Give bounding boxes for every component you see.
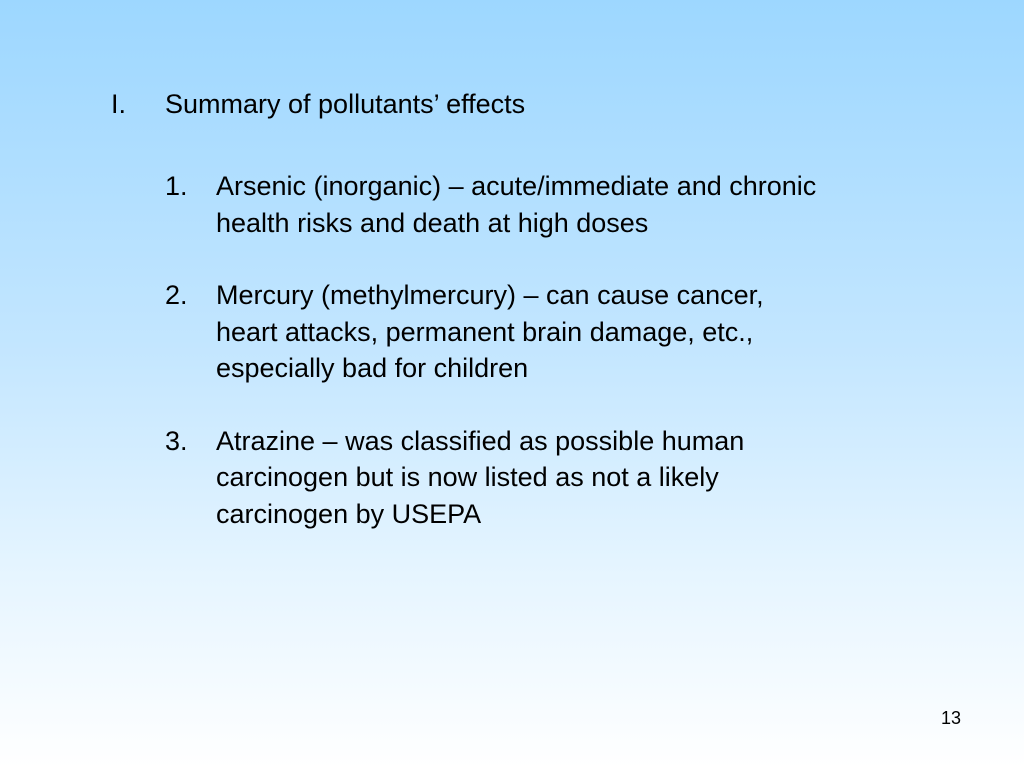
list-item-line: carcinogen but is now listed as not a likely (216, 462, 719, 492)
list-item-line: Atrazine – was classified as possible human (216, 425, 745, 456)
page-number: 13 (940, 708, 961, 728)
heading-text: Summary of pollutants’ effects (165, 89, 526, 119)
list-item-line: heart attacks, permanent brain damage, etc., (216, 316, 754, 347)
list-item-line: Mercury (methylmercury) – can cause cancer, (216, 280, 764, 310)
list-item-text (216, 423, 921, 533)
list-item-number: 3. (165, 425, 188, 456)
list-item-line: health risks and death at high doses (216, 207, 649, 238)
list-item-number: 1. (165, 171, 188, 201)
list-item-number: 2. (165, 280, 188, 310)
list-item-atrazine (165, 423, 965, 533)
list-item-text (216, 277, 921, 387)
list-item-line: Arsenic (inorganic) – acute/immediate and chronic (216, 171, 817, 201)
numbered-list (165, 168, 965, 568)
list-item-line: especially bad for children (216, 353, 529, 383)
list-item-mercury (165, 277, 965, 387)
list-item-arsenic (165, 168, 965, 241)
list-item-text (216, 168, 921, 241)
heading-number: I. (111, 89, 127, 119)
list-item-line: carcinogen by USEPA (216, 498, 482, 529)
